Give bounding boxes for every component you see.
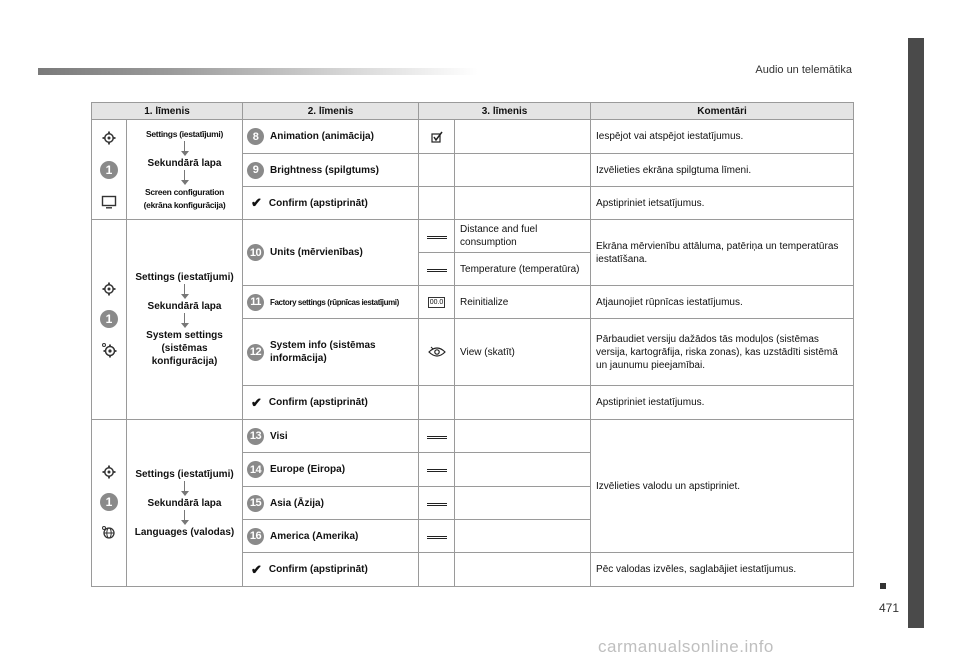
level3-cell (455, 487, 591, 520)
flow-arrow-icon (180, 141, 190, 157)
item-number-badge: 16 (247, 528, 264, 545)
level3-cell: View (skatīt) (455, 319, 591, 386)
item-number-badge: 10 (247, 244, 264, 261)
column-header-level1: 1. līmenis (92, 103, 243, 120)
column-header-level3: 3. līmenis (419, 103, 591, 120)
level3-icon-cell (419, 386, 455, 420)
flow-step-settings: Settings (iestatījumi) (135, 468, 234, 480)
comment-cell: Iespējot vai atspējot iestatījumus. (591, 120, 854, 154)
level2-cell (243, 154, 419, 187)
level3-icon-cell (419, 453, 455, 487)
list-option-icon (427, 503, 447, 506)
comment-cell: Ekrāna mērvienību attāluma, patēriņa un temperatūras iestatīšana. (591, 220, 854, 286)
level2-label: Units (mērvienības) (270, 247, 363, 258)
reset-icon: 00.0 (429, 299, 444, 306)
table-row (92, 120, 854, 154)
item-number-badge: 9 (247, 162, 264, 179)
level-badge: 1 (100, 161, 118, 179)
comment-cell: Atjaunojiet rūpnīcas iestatījumus. (591, 286, 854, 319)
page-header-title: Audio un telemātika (755, 64, 852, 76)
level3-icon-cell (419, 154, 455, 187)
chapter-side-strip (908, 38, 924, 628)
flow-step-secondary: Sekundārā lapa (147, 157, 222, 169)
level2-label: System info (sistēmas informācija) (270, 340, 376, 364)
flow-step-system-settings: System settings (sistēmas konfigurācija) (146, 330, 223, 367)
gear-icon (102, 282, 116, 296)
table-header-row (92, 103, 854, 120)
system-settings-icon (101, 342, 117, 358)
level3-cell (455, 520, 591, 553)
level3-cell (455, 120, 591, 154)
screen-icon (101, 195, 117, 209)
level3-icon-cell (419, 520, 455, 553)
section2-flow-cell (127, 220, 243, 420)
comment-cell: Apstipriniet ietsatījumus. (591, 187, 854, 220)
flow-arrow-icon (180, 170, 190, 186)
comment-cell: Izvēlieties valodu un apstipriniet. (591, 420, 854, 553)
watermark: carmanualsonline.info (598, 637, 774, 656)
list-option-icon (427, 236, 447, 239)
level3-icon-cell (419, 120, 455, 154)
level3-icon-cell (419, 187, 455, 220)
item-number-badge: 12 (247, 344, 264, 361)
level-badge: 1 (100, 493, 118, 511)
level3-icon-cell (419, 253, 455, 286)
level2-label: Animation (animācija) (270, 131, 374, 142)
flow-arrow-icon (180, 481, 190, 497)
level3-cell: Temperature (temperatūra) (455, 253, 591, 286)
column-header-comments: Komentāri (591, 103, 854, 120)
level3-cell (455, 386, 591, 420)
flow-step-secondary: Sekundārā lapa (147, 301, 222, 312)
level2-label: Confirm (apstiprināt) (268, 397, 368, 408)
section2-icon-cell (92, 220, 127, 420)
level3-cell (455, 453, 591, 487)
list-option-icon (427, 269, 447, 272)
level2-label: Confirm (apstiprināt) (268, 197, 368, 209)
level3-cell (455, 187, 591, 220)
item-number-badge: 15 (247, 495, 264, 512)
level3-icon-cell (419, 286, 455, 319)
level2-cell (243, 453, 419, 487)
level3-cell: Reinitialize (455, 286, 591, 319)
checkmark-icon: ✔ (251, 195, 262, 210)
page-marker (880, 583, 886, 589)
level2-label: Factory settings (rūpnīcas iestatījumi) (270, 297, 399, 307)
section1-icon-cell (92, 120, 127, 220)
column-header-level2: 2. līmenis (243, 103, 419, 120)
level2-label: Confirm (apstiprināt) (268, 564, 368, 575)
checkmark-icon: ✔ (251, 394, 262, 410)
settings-table (91, 102, 854, 587)
section1-flow-cell (127, 120, 243, 220)
flow-step-settings: Settings (iestatījumi) (146, 128, 223, 139)
level3-icon-cell (419, 553, 455, 587)
level2-cell (243, 187, 419, 220)
level3-icon-cell (419, 487, 455, 520)
list-option-icon (427, 469, 447, 472)
flow-arrow-icon (180, 284, 190, 300)
eye-icon (428, 346, 446, 358)
level2-cell (243, 520, 419, 553)
table-row (92, 420, 854, 453)
list-option-icon (427, 436, 447, 439)
checkmark-icon: ✔ (251, 561, 262, 577)
level2-cell (243, 553, 419, 587)
level3-cell (455, 553, 591, 587)
section3-icon-cell (92, 420, 127, 587)
level2-cell (243, 487, 419, 520)
comment-cell: Pēc valodas izvēles, saglabājiet iestatījumus. (591, 553, 854, 587)
item-number-badge: 8 (247, 128, 264, 145)
level3-icon-cell (419, 220, 455, 253)
item-number-badge: 14 (247, 461, 264, 478)
flow-step-settings: Settings (iestatījumi) (135, 272, 234, 283)
comment-cell: Apstipriniet iestatījumus. (591, 386, 854, 420)
level3-icon-cell (419, 319, 455, 386)
level3-cell: Distance and fuel consumption (455, 220, 591, 253)
comment-cell: Pārbaudiet versiju dažādos tās moduļos (sistēmas versija, kartogrāfija, riska zonas), kas uzstādīti sistēmā un jaunumu pieejamībai. (591, 319, 854, 386)
list-option-icon (427, 536, 447, 539)
flow-arrow-icon (180, 510, 190, 526)
section3-flow-cell (127, 420, 243, 587)
header-gradient-bar (38, 68, 478, 75)
level2-label: Brightness (spilgtums) (270, 164, 379, 176)
flow-arrow-icon (180, 313, 190, 329)
level2-cell (243, 420, 419, 453)
level2-cell (243, 220, 419, 286)
level2-cell (243, 120, 419, 154)
flow-step-screen-config: Screen configuration (ekrāna konfigurācija) (143, 186, 226, 210)
level3-icon-cell (419, 420, 455, 453)
level2-cell (243, 286, 419, 319)
flow-step-secondary: Sekundārā lapa (147, 497, 222, 509)
level3-cell (455, 420, 591, 453)
level2-cell (243, 319, 419, 386)
comment-cell: Izvēlieties ekrāna spilgtuma līmeni. (591, 154, 854, 187)
level2-label: America (Amerika) (270, 530, 359, 542)
item-number-badge: 13 (247, 428, 264, 445)
language-icon (101, 525, 117, 541)
table-row (92, 220, 854, 253)
checkbox-icon (431, 131, 443, 143)
item-number-badge: 11 (247, 294, 264, 311)
level2-label: Asia (Āzija) (270, 497, 324, 509)
level2-label: Europe (Eiropa) (270, 464, 346, 475)
page-number: 471 (879, 601, 900, 615)
level-badge: 1 (100, 310, 118, 328)
level2-label: Visi (270, 430, 288, 442)
gear-icon (102, 465, 116, 479)
flow-step-languages: Languages (valodas) (134, 526, 235, 538)
level3-cell (455, 154, 591, 187)
level2-cell (243, 386, 419, 420)
gear-icon (102, 131, 116, 145)
